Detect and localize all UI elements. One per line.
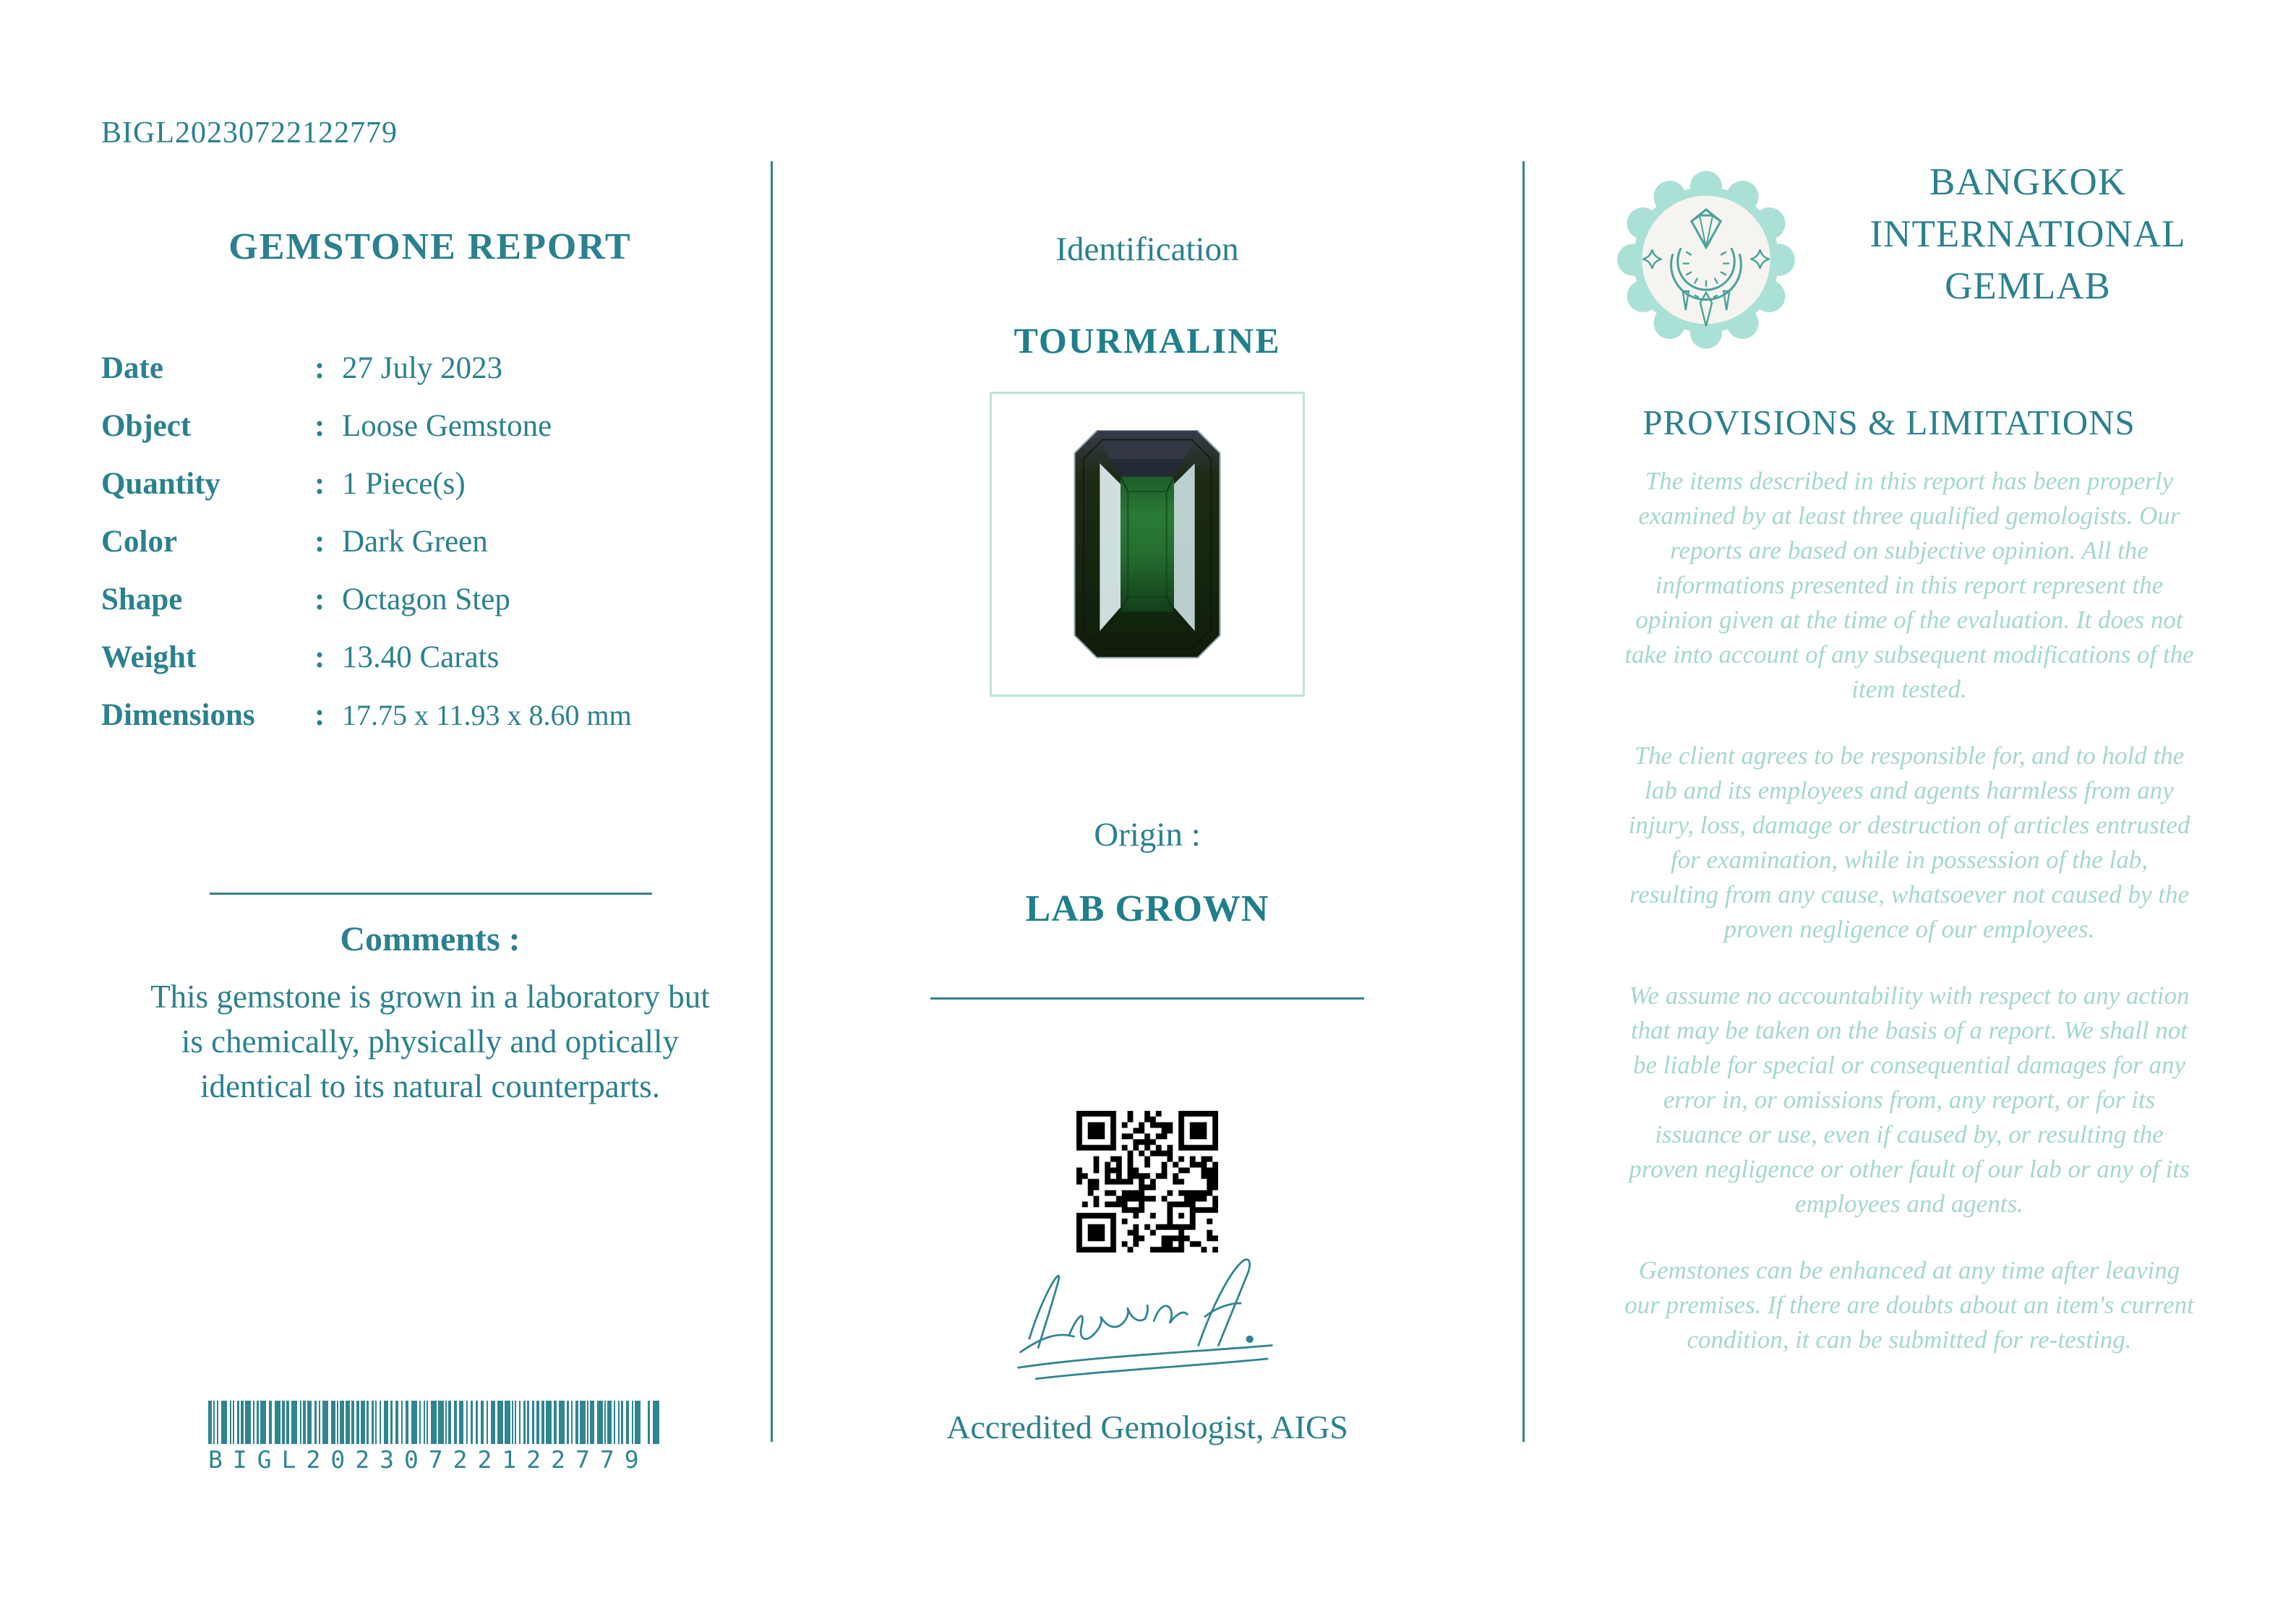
gemlab-logo-icon [1615, 163, 1797, 357]
field-value: 13.40 Carats [342, 640, 500, 674]
identification-panel [771, 0, 1523, 1624]
provisions-text [1624, 464, 2195, 1389]
field-row-shape [101, 571, 752, 629]
provisions-paragraph: Gemstones can be enhanced at any time after leaving our premises. If there are doubts about an item's current condition, it can be submitted for re-testing. [1624, 1256, 2194, 1354]
report-fields [101, 340, 752, 744]
provisions-heading: PROVISIONS & LIMITATIONS [1642, 403, 2136, 442]
field-label: Object [101, 409, 192, 443]
field-label: Color [101, 525, 178, 559]
field-row-weight [101, 629, 752, 687]
field-colon: : [314, 525, 325, 559]
field-label: Quantity [101, 467, 220, 501]
origin-value: LAB GROWN [1025, 888, 1269, 929]
barcode-bars-icon [208, 1401, 659, 1444]
field-value: Dark Green [342, 525, 488, 559]
lab-name [1807, 156, 2248, 312]
field-colon: : [314, 409, 325, 443]
field-colon: : [314, 467, 325, 501]
origin-label: Origin : [1094, 816, 1201, 854]
field-row-date [101, 340, 752, 398]
origin-divider [930, 997, 1364, 1000]
field-value: 17.75 x 11.93 x 8.60 mm [342, 699, 632, 731]
report-number: BIGL20230722122779 [101, 116, 398, 150]
field-label: Date [101, 351, 163, 385]
lab-name-line: BANGKOK [1929, 161, 2126, 203]
gem-species: TOURMALINE [1014, 320, 1281, 361]
field-colon: : [314, 351, 325, 385]
field-value: 27 July 2023 [342, 351, 503, 385]
field-row-quantity [101, 455, 752, 513]
identification-heading: Identification [1055, 231, 1239, 268]
provisions-paragraph: The client agrees to be responsible for, and to hold the lab and its employees and agents harmless from any injury, loss, damage or destruction of articles entrusted for examination, while in possession of the lab, resulting from any cause, whatsoever not caused by the proven negligence of our employees. [1628, 742, 2190, 943]
field-label: Weight [101, 640, 197, 674]
field-label: Shape [101, 583, 183, 616]
gemologist-signature-icon [974, 1243, 1321, 1388]
field-colon: : [314, 640, 325, 674]
field-value: 1 Piece(s) [342, 467, 466, 501]
comments-text: This gemstone is grown in a laboratory but is chemically, physically and optically identical to its natural counterparts. [150, 979, 710, 1104]
barcode [208, 1401, 659, 1474]
field-row-object [101, 398, 752, 455]
lab-panel [1524, 0, 2296, 1624]
provisions-paragraph: We assume no accountability with respect to any action that may be taken on the basis of a report. We shall not be liable for special or consequential damages for any error in, or omissions from, any report, or for its issuance or use, even if caused by, or resulting the proven negligence or other fault of our lab or any of its employees and agents. [1629, 981, 2190, 1218]
report-details-panel [0, 0, 771, 1624]
field-row-dimensions [101, 687, 752, 744]
lab-name-line: GEMLAB [1945, 265, 2111, 307]
barcode-label: BIGL20230722122779 [208, 1445, 649, 1474]
field-colon: : [314, 698, 325, 732]
field-colon: : [314, 583, 325, 616]
field-value: Loose Gemstone [342, 409, 552, 443]
provisions-paragraph: The items described in this report has been properly examined by at least three qualified gemologists. Our reports are based on subjective opinion. All the informations presented in this report represent the opinion given at the time of the evaluation. It does not take into account of any subsequent modifications of the item tested. [1624, 467, 2194, 703]
comments-title: Comments : [340, 920, 521, 958]
gemologist-credential: Accredited Gemologist, AIGS [946, 1409, 1348, 1445]
field-value: Octagon Step [342, 583, 510, 616]
gem-photo-frame [990, 392, 1305, 697]
comments-divider [210, 893, 652, 895]
qr-code-icon [1076, 1111, 1218, 1253]
tourmaline-gem-image [1073, 429, 1222, 659]
lab-name-line: INTERNATIONAL [1869, 213, 2186, 255]
field-row-color [101, 513, 752, 571]
field-label: Dimensions [101, 698, 255, 732]
report-title: GEMSTONE REPORT [228, 226, 632, 267]
